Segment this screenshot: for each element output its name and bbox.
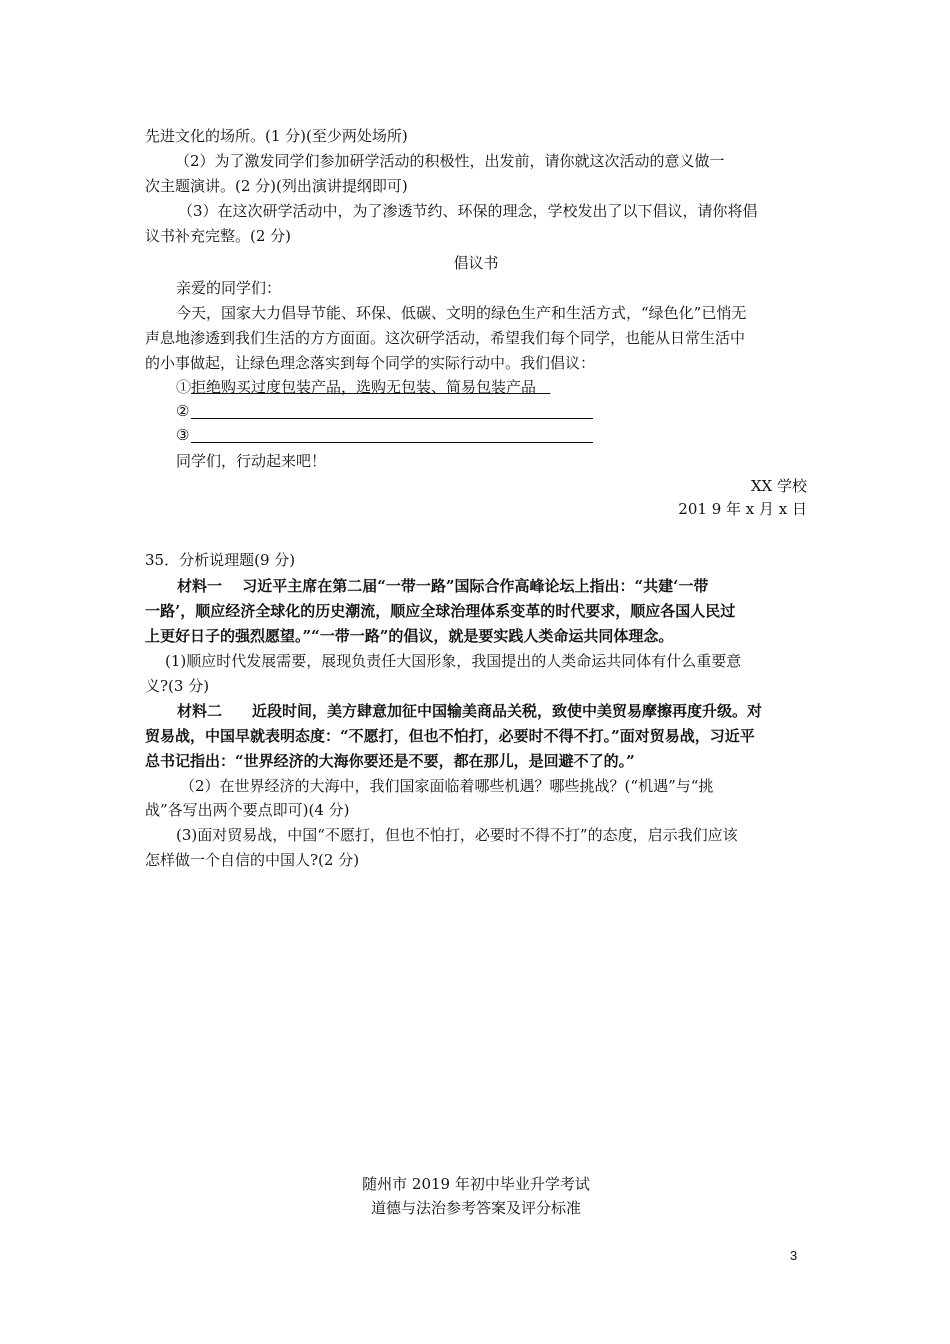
proposal-body-line: 声息地渗透到我们生活的方方面面。这次研学活动，希望我们每个同学，也能从日常生活中 xyxy=(145,329,746,347)
q34-part2-cont: 次主题演讲。(2 分)(列出演讲提纲即可) xyxy=(145,177,408,195)
q35-part1: (1)顺应时代发展需要，展现负责任大国形象，我国提出的人类命运共同体有什么重要意 xyxy=(165,652,742,670)
proposal-body-line: 今天，国家大力倡导节能、环保、低碳、文明的绿色生产和生活方式，“绿色化”已悄无 xyxy=(176,304,747,322)
material-1-cont: 一路’，顺应经济全球化的历史潮流，顺应全球治理体系变革的时代要求，顺应各国人民过 xyxy=(145,602,736,620)
answer-blank-line xyxy=(191,402,593,419)
material-1: 材料一 习近平主席在第二届“一带一路”国际合作高峰论坛上指出：“共建‘一带 xyxy=(177,577,709,595)
material-1-cont: 上更好日子的强烈愿望。”“一带一路”的倡议，就是要实践人类命运共同体理念。 xyxy=(145,627,674,645)
proposal-title: 倡议书 xyxy=(453,254,499,272)
q35-part3-cont: 怎样做一个自信的中国人?(2 分) xyxy=(145,851,360,869)
item-number: ③ xyxy=(176,426,190,444)
q34-part2: （2）为了激发同学们参加研学活动的积极性，出发前，请你就这次活动的意义做一 xyxy=(175,152,725,170)
q35-part3: (3)面对贸易战，中国“不愿打，但也不怕打，必要时不得不打”的态度，启示我们应该 xyxy=(176,826,738,844)
proposal-item-2 xyxy=(176,400,838,422)
item-answer: 拒绝购买过度包装产品，选购无包装、简易包装产品 xyxy=(191,378,537,396)
proposal-date: 201 9 年 x 月 x 日 xyxy=(678,500,807,518)
answer-key-title: 随州市 2019 年初中毕业升学考试 xyxy=(362,1175,590,1193)
q34-part3-cont: 议书补充完整。(2 分) xyxy=(145,227,292,245)
page-number: 3 xyxy=(790,1248,798,1263)
question-35-heading: 35．分析说理题(9 分) xyxy=(145,551,296,569)
q35-part2: （2）在世界经济的大海中，我们国家面临着哪些机遇？哪些挑战？(“机遇”与“挑 xyxy=(180,777,714,795)
material-2-cont: 总书记指出：“世界经济的大海你要还是不要，都在那儿，是回避不了的。” xyxy=(145,752,635,770)
q34-text-line: 先进文化的场所。(1 分)(至少两处场所) xyxy=(145,127,408,145)
proposal-body-line: 的小事做起，让绿色理念落实到每个同学的实际行动中。我们倡议： xyxy=(145,354,596,372)
material-2-cont: 贸易战，中国早就表明态度：“不愿打，但也不怕打，必要时不得不打。”面对贸易战，习近平 xyxy=(145,727,755,745)
q35-part2-cont: 战”各写出两个要点即可)(4 分) xyxy=(145,801,350,819)
proposal-item-1 xyxy=(176,376,838,398)
proposal-salutation: 亲爱的同学们： xyxy=(176,279,282,297)
answer-key-subtitle: 道德与法治参考答案及评分标准 xyxy=(370,1199,581,1217)
proposal-item-3 xyxy=(176,424,838,446)
proposal-closing: 同学们，行动起来吧！ xyxy=(176,452,327,470)
q34-part3: （3）在这次研学活动中，为了渗透节约、环保的理念，学校发出了以下倡议，请你将倡 xyxy=(178,202,758,220)
q35-part1-cont: 义?(3 分) xyxy=(145,677,210,695)
item-number: ① xyxy=(176,378,192,396)
answer-blank-line xyxy=(191,426,593,443)
item-number: ② xyxy=(176,402,190,420)
material-2: 材料二 近段时间，美方肆意加征中国输美商品关税，致使中美贸易摩擦再度升级。对 xyxy=(177,702,763,720)
proposal-signature: XX 学校 xyxy=(750,477,807,495)
